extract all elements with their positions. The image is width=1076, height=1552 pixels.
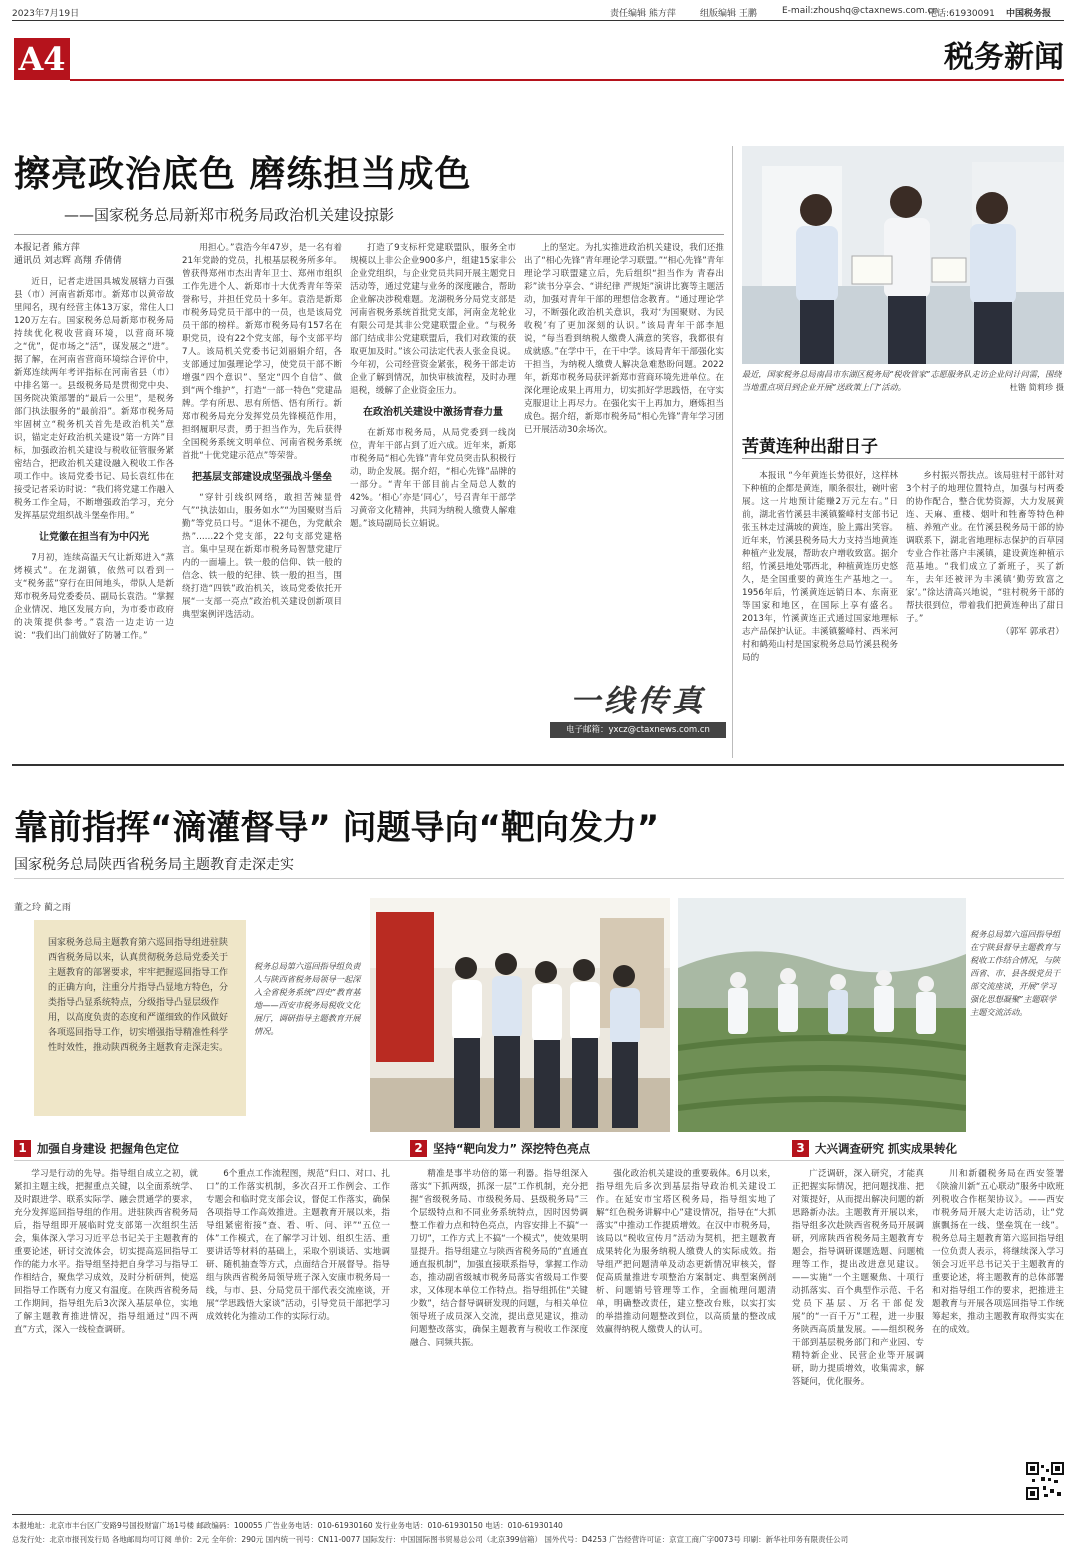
byline-reporter: 本报记者 熊方萍 [14,243,80,253]
responsible-editor: 责任编辑 熊方萍 [610,9,676,19]
article2-signature: （郭军 郭承君） [1001,627,1064,637]
photo-tea-field [678,898,966,1132]
article1-subtitle: ——国家税务总局新郑市税务局政治机关建设掠影 [64,206,395,224]
article3-subtitle: 国家税务总局陕西省税务局主题教育走深走实 [14,857,294,873]
article1-title: 擦亮政治底色 磨练担当成色 [14,153,472,195]
section-2-heading [410,1138,748,1157]
section-2-column-1 [410,1168,588,1502]
footer-line-1: 本报地址：北京市丰台区广安路9号国投财富广场1号楼 邮政编码：100055 广告业务电话：010-61930160 发行业务电话：010-61930150 电话：010-61930140 [12,1521,563,1530]
editor-phone: 电话:61930091 [928,9,995,19]
photo-tea-field-caption: 税务总局第六巡回指导组在宁陕县督导主题教育与税收工作结合情况，与陕西省、市、县各级党员干部交流座谈，开展“学习强化思想凝聚”主题联学主题交流活动。 [970,929,1061,1017]
photo1-caption-text: 最近，国家税务总局南昌市东湖区税务局“税收管家”志愿服务队走访企业问计问需，围绕当地重点项目到企业开展“送政策上门”活动。 [742,369,1062,392]
article1-col3b-text: 在新郑市税务局，从局党委到一线岗位，青年干部占到了近六成。近年来，新郑市税务局“相心先锋”青年党员突击队积极行动，助企发展。据介绍，“相心先锋”品牌的一部分。“青年干部目前占全局总人数的42%。‘相心’亦是‘同心’，号召青年干部学习黄帝文化精神，共同为纳税人缴费人解难题。”该局副局长立娟说。 [350,428,516,529]
section-2-title: 坚持“靶向发力” 深挖特色亮点 [433,1141,591,1156]
article3-byline: 董之玲 蔺之雨 [14,903,71,913]
article1-col2b-text: “穿针引线织网络，敢担苦辣显骨气”“执法如山，服务如水”“为国聚财当后勤”等党员口号。“退休不褪色，为党献余热”……22个党支部，22句支部党建格言。集中呈现在新郑市税务局智慧党建厅内的一面墙上。铁一般的信仰、铁一般的信念、铁一般的纪律、铁一般的担当，围绕打造“四铁”政治机关，该局党委依托开展“一支部一亮点”政治机关建设创新项目典型案例评选活动。 [182,493,342,620]
section-rule [70,79,1064,81]
section-3-number: 3 [792,1140,809,1157]
section-1-title: 加强自身建设 把握角色定位 [37,1141,180,1156]
section-1-column-2 [206,1168,390,1502]
article1-subhead-1: 让党徽在担当有为中闪光 [39,532,149,543]
article1-column-3 [350,242,516,754]
photo-exhibition-caption: 税务总局第六巡回指导组负责人与陕西省税务局领导一起深入全省税务系统“四史”教育基地——西安市税务局税收文化展厅，调研指导主题教育开展情况。 [254,961,361,1036]
article1-col3-text: 打造了9支标杆党建联盟队，服务全市规模以上非公企业900多户，组建15家非公企业党组织，与企业党员共同开展主题党日活动等，通过党建与业务的深度融合，帮助企业解决涉税难题。龙湖税务分局党支部是河南省税务系统首批党支部，河南金龙轮业有限公司是其非公党建联盟企业。“与税务部门结成非公党建联盟后，我们对政策的获取更加及时。”该公司法定代表人张金良说。今年初，公司经营资金紧张，税务干部走访企业了解到情况，加快审核流程，及时办理退税，缓解了企业资金压力。 [350,243,516,396]
section-1-text: 学习是行动的先导。指导组自成立之初，就紧扣主题主线，把握重点关键，以全面系统学、及时跟进学、联系实际学、融会贯通学的要求，充分发挥巡回指导组的作用。进驻陕西省税务局后，指导组即开展临时党支部第一次组织生活会，集体深入学习习近平总书记关于主题教育的重要论述，研讨交流体会，切实提高巡回指导工作的能力水平。指导组坚持把自身学习与指导工作相结合，聚焦学习成效，及时分析研判，使巡回指导工作既有力度又有温度。在陕西省税务局工作期间，指导组先后3次深入基层单位，实地了解主题教育推进情况，指导组通过“四不两直”方式，深入一线检查调研。 [14,1169,198,1335]
article1-col1b-text: 7月初，连续高温天气让新郑进入“蒸烤模式”。在龙湖镇，依然可以看到一支“税务蓝”穿行在田间地头，带队人是新郑市税务局党委委员、副局长袁浩。“掌握企业情况、地区发展方向，为市委市政府的决策提供参考。”袁浩一边走访一边说：“我们出门前做好了防暑工作。” [14,553,174,641]
photo-exhibition-illustration [370,898,670,1132]
article1-rule [14,234,724,235]
photo-tea-field-illustration [678,898,966,1132]
mid-rule [12,764,1064,766]
issue-date: 2023年7月19日 [12,9,80,19]
section-3-column-2 [932,1168,1064,1450]
section-3-title: 大兴调查研究 抓实成果转化 [815,1141,958,1156]
article1-column-1 [14,276,174,754]
footer-line-2: 总发行处：北京市报刊发行局 各地邮局均可订阅 单价：2元 全年价：290元 国内统一刊号：CN11-0077 国际发行：中国国际图书贸易总公司（北京399信箱） 国外代号：D4253 广告经营许可证：京宣工商广字0073号 印刷：新华社印务有限责任公司 [12,1535,849,1544]
qr-code-icon [1026,1462,1064,1500]
qr-code[interactable] [1026,1462,1064,1500]
section-3-text2: 川和新疆税务局在西安签署《陕渝川新“五心联动”服务中欧班列税收合作框架协议》。——西安市税务局开展大走访活动，让“党旗飘扬在一线、堡垒筑在一线”。税务总局主题教育第六巡回指导组一位负责人表示，将继续深入学习领会习近平总书记关于主题教育的重要论述，将主题教育的总体部署和对指导组工作的要求，把推进主题教育与开展各项巡回指导工作统筹起来，推动主题教育取得实实在在的成效。 [932,1169,1064,1335]
article1-col1-text: 近日，记者走进国具城发展辖力百强县（市）河南省新郑市。新郑市以黄帝故里闻名，现有经营主体13万家，常住人口120万左右。国家税务总局新郑市税务局持续优化税收营商环境，以营商环境之“优”，促市场之“活”，谋发展之“进”。据了解，在河南省营商环境综合评价中，新郑连续两年考评指标在河南省县（市）中排名第一。县级税务局是贯彻党中央、国务院决策部署的“最后一公里”，是税务部门执法服务的“最前沿”。新郑市税务局牢固树立“税务机关首先是政治机关”意识，锚定走好政治机关建设“第一方阵”目标，加强政治机关建设与税收征管服务紧密结合，把政治机关建设融入税收工作各项工作中。该局党委书记、局长袁红伟在接受记者采访时说：“我们将党建工作融入税务工作全局，不断增强政治学习，充分发挥基层党组织战斗堡垒作用。” [14,277,174,521]
photo-tax-volunteers-illustration [742,146,1064,364]
article2-rule [742,458,1064,459]
byline-correspondents: 通讯员 刘志辉 高翔 乔倩倩 [14,256,122,266]
section-3-column-1 [792,1168,924,1502]
article1-col4-text: 上的坚定。为扎实推进政治机关建设，我们还推出了“相心先锋”青年理论学习联盟。”“相心先锋”青年理论学习联盟建立后，先后组织“担当作为 青春出彩”读书分享会、“讲纪律 严规矩”演讲比赛等主题活动，加强对青年干部的理想信念教育。“通过理论学习，不断强化政治机关意识，我对‘为国聚财、为民收税’有了更加深刻的认识。”该局青年干部李旭说，“每当看到纳税人缴费人满意的笑容，我都很有成就感。”在学中干，在干中学。该局青年干部强化实干担当，为纳税人缴费人解决急难愁盼问题。2022年，新郑市税务局获评新郑市营商环境先进单位。在深化理论成果上再用力，切实抓好学思践悟，在守实克服退让上再尽力。在强化实干上再加力，磨炼担当成色。据介绍，新郑市税务局“相心先锋”青年学习团已开展活动30余场次。 [524,243,724,435]
layout-editor: 组版编辑 王鹏 [700,9,757,19]
header-rule [12,20,1064,21]
article3-title: 靠前指挥“滴灌督导” 问题导向“靶向发力” [14,808,660,848]
page-number: A4 [14,38,70,80]
article2-column-1 [742,470,898,758]
section-2-text: 精准是事半功倍的第一利器。指导组深入落实“下抓两级，抓深一层”工作机制，充分把握“省级税务局、市级税务局、县级税务局”三个层级特点和不同业务系统特点，因时因势调整工作着力点和特色亮点，内容安排上不搞“一刀切”，工作方式上不搞“一个模式”，使效果明显提升。指导组建立与陕西省税务局的“直通直通直报机制”，加强直接联系指导，掌握工作动态，推动副省级城市税务局落实省级局工作要求，又体现本单位工作特点。指导组抓住“关键少数”，结合督导调研发现的问题，与相关单位领导班子成员深入交流，提出意见建议，推动问题整改落实，确保主题教育与税收工作深度融合、同频共振。 [410,1169,588,1348]
article3-intro-text: 国家税务总局主题教育第六巡回指导组进驻陕西省税务局以来，认真贯彻税务总局党委关于主题教育的部署要求，牢牢把握巡回指导工作的正确方向，注重分片指导凸显地方特色，分类指导凸显系统特点，分级指导凸显层级作用，以高度负责的态度和严谨细致的作风做好各项巡回指导工作，切实增强指导精准性科学性时效性，推动陕西税务主题教育走深走实。 [48,938,229,1053]
section-1-text2: 6个重点工作流程图，规范“归口、对口、扎口”的工作落实机制，多次召开工作例会、工作专题会和临时党支部会议，督促工作落实，确保各项指导工作高效推进。主题教育开展以来，指导组紧密衔接“查、看、听、问、评”“五位一体”工作模式，在了解学习计划、组织生活、重要讲话等材料的基础上，采取个别谈话、实地调研、随机抽查等方式，点面结合开展督导。指导组与陕西省税务局领导班子深入安康市税务局一线，与市、县、分局党员干部代表交流座谈，开展“学思践悟大家谈”活动，引导党员干部把学习成效转化为推动工作的实际行动。 [206,1169,390,1322]
article1-column-2 [182,242,342,754]
section-2-column-2 [596,1168,776,1502]
photo-tax-volunteers-caption [742,368,1064,412]
article2-column-2 [906,470,1064,758]
section-2-text2: 强化政治机关建设的重要载体。6月以来，指导组先后多次到基层指导政治机关建设工作。在延安市宝塔区税务局，指导组实地了解“红色税务讲解中心”建设情况，指导在“大抓落实”中推动工作提质增效。在汉中市税务局，该局以“税收宣传月”活动为契机，把主题教育成果转化为服务纳税人缴费人的实际成效。指导组严把问题清单及动态更新情况审核关，督促高质量推进专项整治方案制定、典型案例剖析、问题销号管理等工作，全面梳理问题清单，明确整改责任，建立整改台账，以实打实的举措推动问题整改到位，以高质量的整改成效赢得纳税人缴费人的认可。 [596,1169,776,1335]
column-email[interactable]: 电子邮箱：yxcz@ctaxnews.com.cn [550,722,726,738]
section-name: 税务新闻 [944,40,1064,75]
column-tag: 一线传真 [570,684,706,719]
column-divider [732,146,733,758]
article1-byline [14,242,174,268]
section-1-number: 1 [14,1140,31,1157]
article2-col1-text: 本报讯 “今年黄连长势很好，这样林下种植的企都是黄连，顺条很壮，碗叶密展。这一片地预计能赚2万元左右。”日前，湖北省竹溪县丰溪镇鳌峰村支部书记张玉林走过满坡的黄连，脸上露出笑容。近年来，竹溪县税务局大力支持当地黄连种植产业发展，帮助农户增收致富。据介绍，竹溪县地处鄂西北，种植黄连历史悠久，是全国重要的黄连生产基地之一。1956年后，竹溪黄连远销日本、东南亚等国家和地区，在国际上享有盛名。2013年，竹溪黄连正式通过国家地理标志产品保护认证。丰溪镇鳌峰村、西米河村和鹤苑山村是国家税务总局竹溪县税务局的 [742,471,898,663]
paper-name: 中国税务报 [1006,9,1052,19]
section-3-text: 广泛调研，深入研究，才能真正把握实际情况，把问题找准、把对策提好，从而提出解决问题的新思路新办法。主题教育开展以来，指导组多次赴陕西省税务局开展调研，列席陕西省税务局主题教育专题会，指导调研课题选题、问题梳理等工作，提出改进意见建议。——实施“一个主题聚焦、十项行动抓落实、百个典型作示范、千名党员下基层、万名干部促发展”的“一百千万”工程，进一步服务陕西高质量发展。——组织税务干部到基层税务部门和产业园、专精特新企业、民营企业等开展调研，助力提质增效，收集需求，解答疑问，优化服务。 [792,1169,924,1387]
photo-exhibition-hall [370,898,670,1132]
section-1-column-1 [14,1168,198,1502]
section-2-number: 2 [410,1140,427,1157]
article1-subhead-2: 把基层支部建设成坚强战斗堡垒 [192,472,332,483]
editor-email[interactable]: E-mail:zhoushq@ctaxnews.com.cn [782,6,939,16]
article3-intro-box [34,920,246,1116]
section-1-heading [14,1138,352,1157]
article2-title: 苦黄连种出甜日子 [742,437,878,457]
article1-col2-text: 用担心。”袁浩今年47岁，是一名有着21年党龄的党员，扎根基层税务所多年。曾获得郑州市杰出青年卫士、郑州市组织工作先进个人、新郑市十大优秀青年等荣誉称号，并担任党员十多年。袁浩是新郑市税务局党员干部中的一员，也是该局党员干部的榜样。新郑市税务局有157名在职党员，设有22个党支部，每个支部平均7人。该局机关党委书记刘丽娟介绍，各支部通过加强理论学习，使党员干部不断增强“四个意识”、坚定“四个自信”、做到“两个维护”，打造“一部一特色”党建品牌。学有所思、思有所悟、悟有所行。新郑市税务局充分发挥党员先锋模范作用，担纲履职尽责，勇于担当作为，先后获得全国税务系统文明单位、河南省税务系统首批“十优党建示范点”等荣誉。 [182,243,342,461]
article1-subhead-3: 在政治机关建设中激扬青春力量 [363,407,503,418]
article1-column-4 [524,242,724,658]
article2-col2-text: 乡村振兴帮扶点。该局驻村干部针对3个村子的地理位置特点，加强与村两委的协作配合，整合优势资源，大力发展黄连、天麻、重楼、烟叶和牲畜等特色种植、养殖产业。在竹溪县税务局干部的协调联系下，湖北省地理标志保护的百草园专业合作社落户丰溪镇，建设黄连种植示范基地。“我们成立了新班子，买了新车，去年还被评为丰溪镇‘勤劳致富之家’。”徐达清高兴地说，“驻村税务干部的帮扶很到位，带着我们把黄连种出了甜日子。” [906,471,1064,624]
article3-rule [14,878,1064,879]
photo-tax-volunteers [742,146,1064,364]
sections-rule [14,1160,1064,1161]
photo1-credit: 杜锴 简莉珍 摄 [1009,382,1064,392]
section-3-heading [792,1138,1064,1157]
footer-rule [12,1514,1064,1515]
